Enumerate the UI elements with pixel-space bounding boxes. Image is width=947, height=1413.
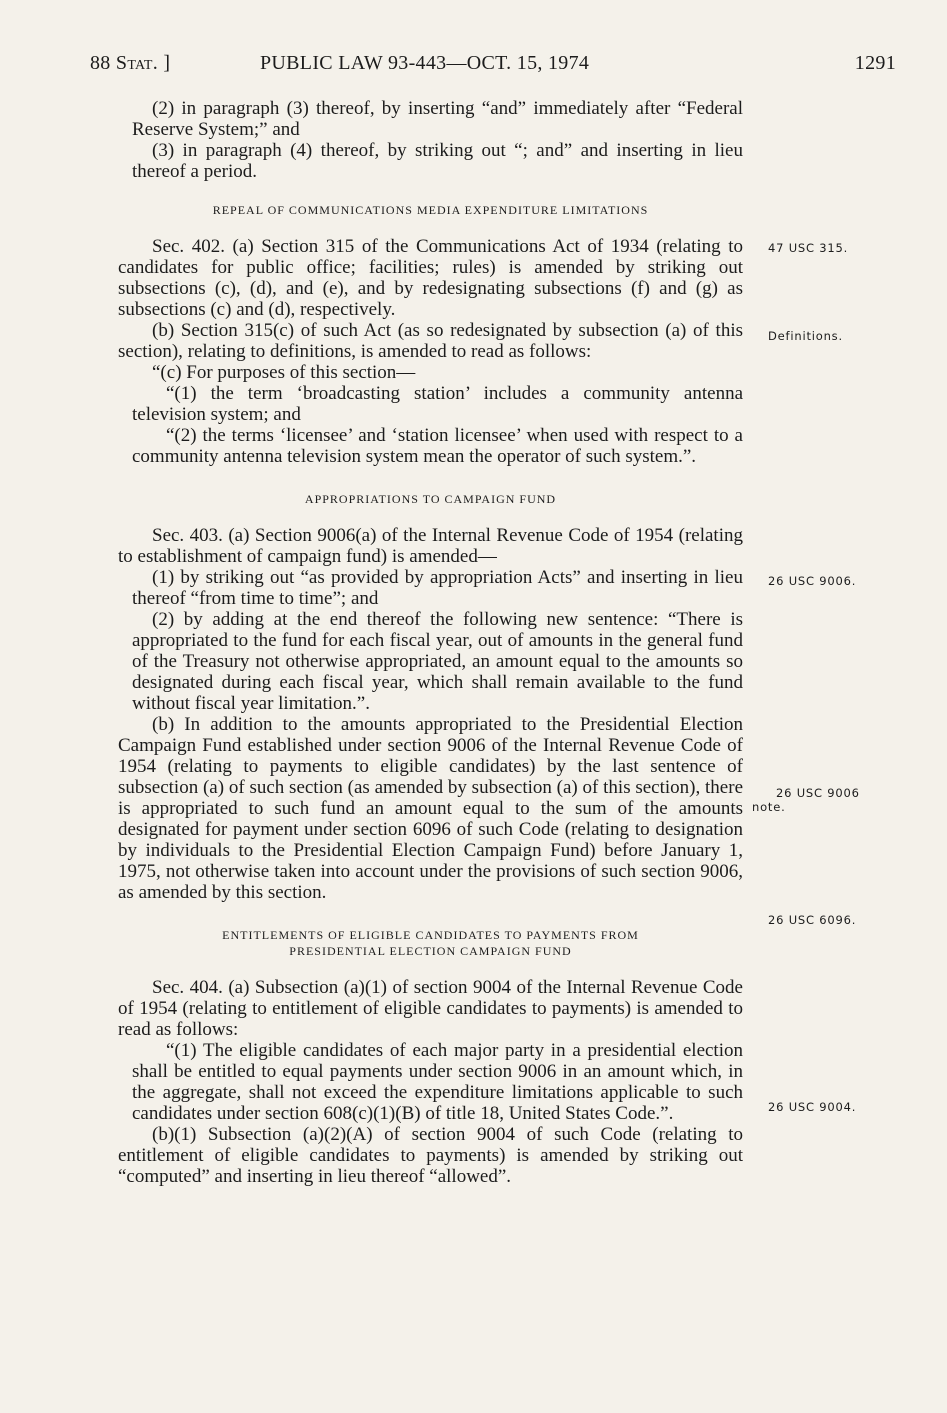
section-heading-404-line2: PRESIDENTIAL ELECTION CAMPAIGN FUND — [289, 944, 572, 958]
section-heading-402: REPEAL OF COMMUNICATIONS MEDIA EXPENDITURE LIMITATIONS — [212, 203, 649, 217]
page-number: 1291 — [854, 52, 896, 74]
section-heading-404-line1: ENTITLEMENTS OF ELIGIBLE CANDIDATES TO PAYMENTS FROM — [222, 928, 639, 942]
section-heading-403: APPROPRIATIONS TO CAMPAIGN FUND — [304, 492, 557, 506]
section-402-c: “(c) For purposes of this section— — [152, 362, 416, 383]
paragraph-2: (2) in paragraph (3) thereof, by inserting “and” immediately after “Federal Reserve System;” and — [132, 98, 743, 140]
paragraph-3: (3) in paragraph (4) thereof, by striking out “; and” and inserting in lieu thereof a period. — [132, 140, 743, 182]
section-404-a1: “(1) The eligible candidates of each major party in a presidential election shall be entitled to equal payments under section 9006 in an amount which, in the aggregate, shall not exceed the expenditure limitations applicable to such candidates under section 608(c)(1)(B) of title 18, United States Code.”. — [132, 1040, 743, 1124]
section-402-c1: “(1) the term ‘broadcasting station’ includes a community antenna television system; and — [132, 383, 743, 425]
margin-note-26-usc-9004: 26 USC 9004. — [768, 1100, 857, 1114]
section-403-a2: (2) by adding at the end thereof the following new sentence: “There is appropriated to the fund for each fiscal year, out of amounts in the general fund of the Treasury not otherwise appropriated, an amount equal to the amounts so designated during each fiscal year, which shall remain available to the fund without fiscal year limitation.”. — [132, 609, 743, 714]
statute-body — [118, 98, 743, 1187]
public-law-title: PUBLIC LAW 93-443—OCT. 15, 1974 — [260, 52, 590, 74]
margin-note-26-usc-9006-note — [752, 786, 860, 814]
margin-note-line: note. — [752, 800, 786, 814]
section-402-b: (b) Section 315(c) of such Act (as so redesignated by subsection (a) of this section), relating to definitions, is amended to read as follows: — [118, 320, 743, 362]
section-403-a: Sec. 403. (a) Section 9006(a) of the Internal Revenue Code of 1954 (relating to establishment of campaign fund) is amended— — [118, 525, 743, 567]
section-403-a1: (1) by striking out “as provided by appropriation Acts” and inserting in lieu thereof “from time to time”; and — [132, 567, 743, 609]
page-header — [90, 52, 896, 82]
margin-note-26-usc-6096: 26 USC 6096. — [768, 913, 857, 927]
margin-note-definitions: Definitions. — [768, 329, 843, 343]
section-404-a: Sec. 404. (a) Subsection (a)(1) of section 9004 of the Internal Revenue Code of 1954 (relating to entitlement of eligible candidates to payments) is amended to read as follows: — [118, 977, 743, 1040]
margin-note-47-usc-315: 47 USC 315. — [768, 241, 849, 255]
section-404-b1: (b)(1) Subsection (a)(2)(A) of section 9004 of such Code (relating to entitlement of eligible candidates to payments) is amended by striking out “computed” and inserting in lieu thereof “allowed”. — [118, 1124, 743, 1187]
margin-note-line: 26 USC 9006 — [776, 786, 860, 800]
section-403-b: (b) In addition to the amounts appropriated to the Presidential Election Campaign Fund established under section 9006 of the Internal Revenue Code of 1954 (relating to payments to eligible candidates) by the last sentence of subsection (a) of such section (as amended by subsection (a) of this section), there is appropriated to such fund an amount equal to the sum of the amounts designated for payment under section 6096 of such Code (relating to designation by individuals to the Presidential Election Campaign Fund) before January 1, 1975, not otherwise taken into account under the provisions of such section 9006, as amended by this section. — [118, 714, 743, 903]
statute-volume-reference: 88 Stat. ] — [90, 52, 171, 74]
section-heading-404 — [118, 927, 743, 959]
margin-note-26-usc-9006: 26 USC 9006. — [768, 574, 857, 588]
section-402-c2: “(2) the terms ‘licensee’ and ‘station licensee’ when used with respect to a community antenna television system mean the operator of such system.”. — [132, 425, 743, 467]
section-402-a: Sec. 402. (a) Section 315 of the Communications Act of 1934 (relating to candidates for public office; facilities; rules) is amended by striking out subsections (c), (d), and (e), and by redesignating subsections (f) and (g) as subsections (c) and (d), respectively. — [118, 236, 743, 320]
